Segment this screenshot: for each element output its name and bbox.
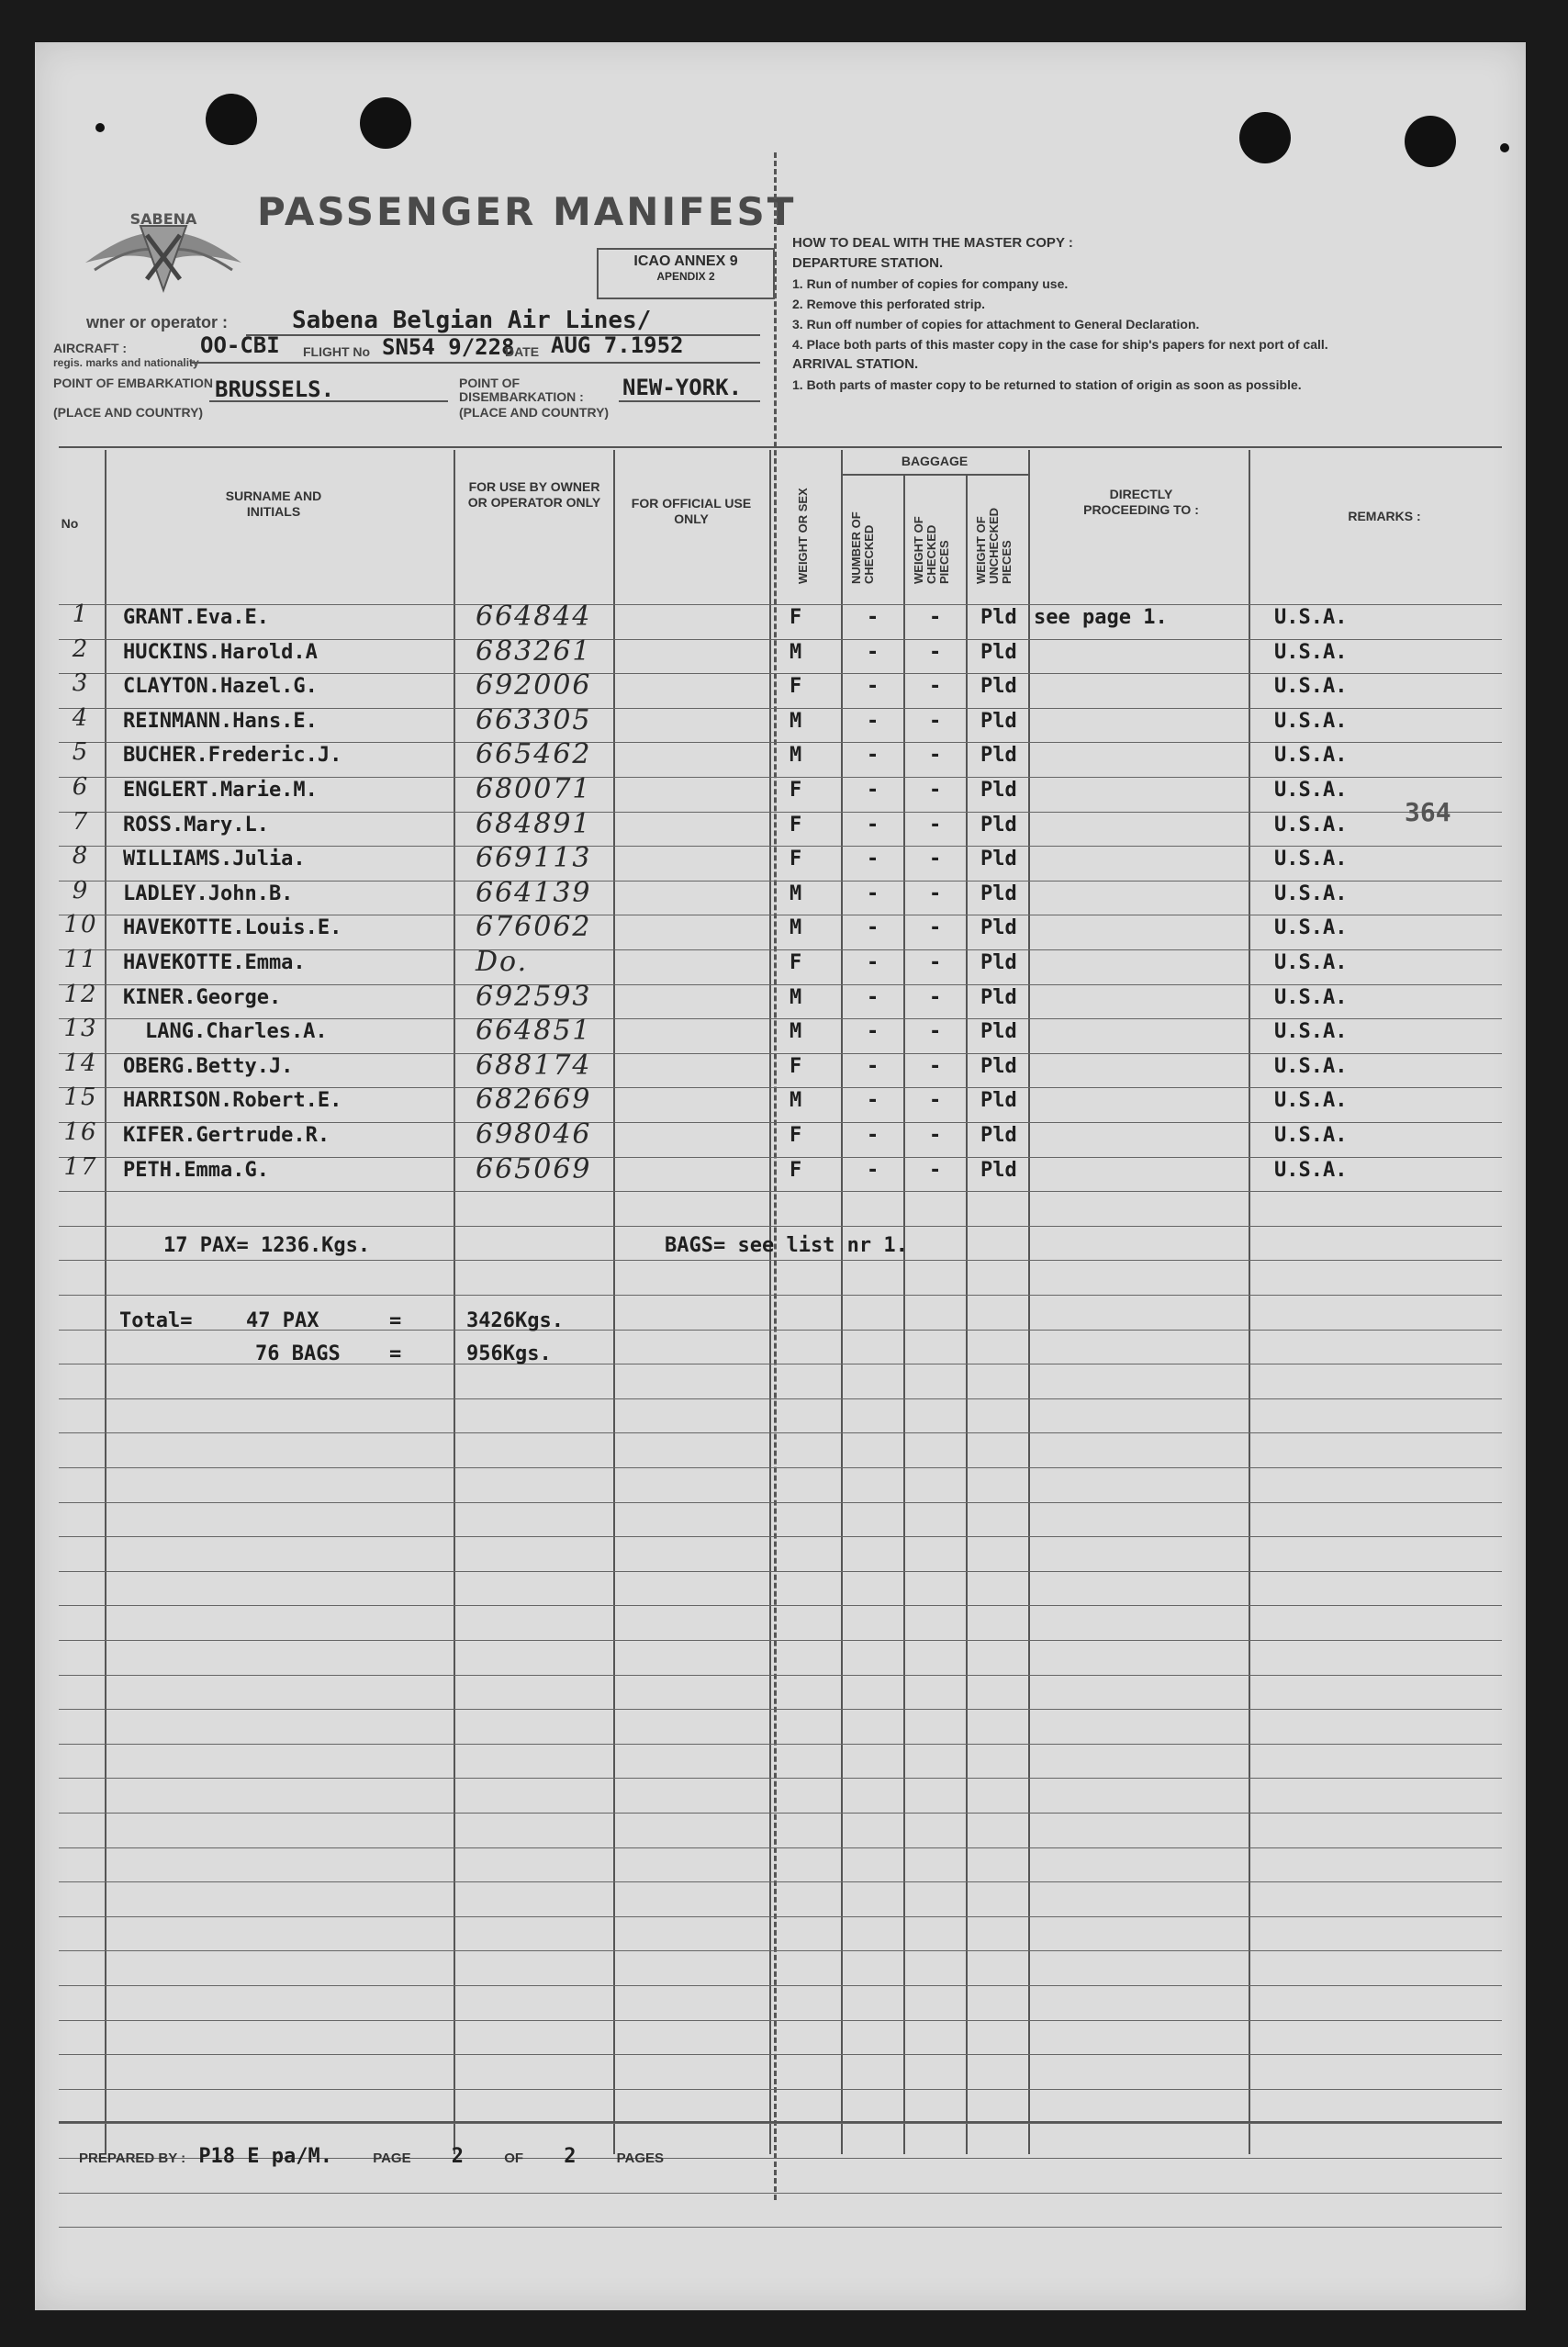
row-line xyxy=(59,812,1502,813)
row-bag-number: - xyxy=(867,675,879,699)
row-no: 6 xyxy=(72,773,90,801)
row-bag-unchecked: Pld xyxy=(980,1124,1017,1147)
row-no: 2 xyxy=(72,634,90,663)
row-sex: F xyxy=(790,1158,802,1182)
col-divider xyxy=(1028,450,1030,2154)
aircraft-sub: regis. marks and nationality xyxy=(53,356,199,369)
row-remarks: U.S.A. xyxy=(1274,1089,1348,1113)
row-name: WILLIAMS.Julia. xyxy=(123,848,306,871)
row-no: 10 xyxy=(63,911,98,939)
col-bag-number: NUMBER OF CHECKED xyxy=(849,511,876,584)
annex-line2: APENDIX 2 xyxy=(656,270,715,283)
row-remarks: U.S.A. xyxy=(1274,779,1348,802)
punch-hole xyxy=(1405,116,1456,167)
row-ticket: 698046 xyxy=(476,1118,592,1151)
row-no: 7 xyxy=(72,807,90,836)
row-bag-unchecked: Pld xyxy=(980,882,1017,905)
embark-sub: (PLACE AND COUNTRY) xyxy=(53,405,204,420)
row-bag-number: - xyxy=(867,1158,879,1182)
row-sex: F xyxy=(790,813,802,837)
row-line xyxy=(59,1881,1502,1882)
row-bag-unchecked: Pld xyxy=(980,916,1017,940)
row-no: 12 xyxy=(63,980,98,1008)
page-label: PAGE xyxy=(373,2150,411,2166)
row-bag-weight: - xyxy=(929,848,942,871)
row-name: KINER.George. xyxy=(123,985,282,1009)
col-divider xyxy=(966,474,968,2154)
row-line xyxy=(59,846,1502,847)
stamp-number: 364 xyxy=(1405,797,1451,827)
row-bag-unchecked: Pld xyxy=(980,675,1017,699)
row-no: 17 xyxy=(63,1152,98,1181)
row-no: 13 xyxy=(63,1015,98,1043)
punch-hole xyxy=(360,97,411,149)
row-bag-number: - xyxy=(867,1054,879,1078)
disembark-value: NEW-YORK. xyxy=(622,375,743,400)
row-line xyxy=(59,1985,1502,1986)
row-sex: M xyxy=(790,1020,802,1044)
col-divider xyxy=(769,450,771,2154)
col-surname: SURNAME AND INITIALS xyxy=(225,488,322,519)
punch-dot xyxy=(95,123,105,132)
row-line xyxy=(59,984,1502,985)
row-name: GRANT.Eva.E. xyxy=(123,606,269,629)
row-ticket: 683261 xyxy=(476,634,592,668)
owner-value: Sabena Belgian Air Lines/ xyxy=(292,307,652,334)
row-line xyxy=(59,1813,1502,1814)
row-remarks: U.S.A. xyxy=(1274,709,1348,733)
row-line xyxy=(59,949,1502,950)
prepared-value: P18 E pa/M. xyxy=(198,2145,333,2168)
row-name: ROSS.Mary.L. xyxy=(123,813,269,837)
row-sex: F xyxy=(790,1124,802,1147)
row-no: 15 xyxy=(63,1084,98,1112)
row-sex: F xyxy=(790,779,802,802)
row-bag-weight: - xyxy=(929,606,942,629)
row-bag-weight: - xyxy=(929,709,942,733)
row-no: 8 xyxy=(72,842,90,870)
row-bag-weight: - xyxy=(929,744,942,768)
row-remarks: U.S.A. xyxy=(1274,1020,1348,1044)
row-name: OBERG.Betty.J. xyxy=(123,1054,294,1078)
aircraft-value: OO-CBI xyxy=(200,332,280,358)
row-bag-unchecked: Pld xyxy=(980,640,1017,664)
row-line xyxy=(59,2123,1502,2124)
row-line xyxy=(59,1226,1502,1227)
row-bag-weight: - xyxy=(929,1089,942,1113)
row-remarks: U.S.A. xyxy=(1274,848,1348,871)
row-remarks: U.S.A. xyxy=(1274,916,1348,940)
row-name: HAVEKOTTE.Emma. xyxy=(123,951,306,974)
instr-arrival: ARRIVAL STATION. xyxy=(792,356,919,372)
col-divider xyxy=(613,450,615,2154)
instr-step: 2. Remove this perforated strip. xyxy=(792,297,986,311)
row-remarks: U.S.A. xyxy=(1274,744,1348,768)
total-bags-kgs: 956Kgs. xyxy=(466,1342,552,1365)
row-bag-number: - xyxy=(867,606,879,629)
row-bag-weight: - xyxy=(929,882,942,905)
row-name: HUCKINS.Harold.A xyxy=(123,640,318,664)
row-no: 3 xyxy=(72,669,90,698)
row-sex: M xyxy=(790,916,802,940)
instr-step: 3. Run off number of copies for attachment to General Declaration. xyxy=(792,317,1200,331)
row-no: 16 xyxy=(63,1118,98,1146)
col-divider xyxy=(841,450,843,2154)
row-bag-weight: - xyxy=(929,951,942,974)
row-bag-unchecked: Pld xyxy=(980,848,1017,871)
row-ticket: 688174 xyxy=(476,1049,592,1082)
col-weight-sex: WEIGHT OR SEX xyxy=(796,488,810,584)
row-name: ENGLERT.Marie.M. xyxy=(123,779,318,802)
row-sex: M xyxy=(790,744,802,768)
instr-arrival-step: 1. Both parts of master copy to be returned to station of origin as soon as possible. xyxy=(792,377,1302,392)
row-line xyxy=(59,708,1502,709)
row-bag-number: - xyxy=(867,1089,879,1113)
row-line xyxy=(59,1191,1502,1192)
row-bag-unchecked: Pld xyxy=(980,1054,1017,1078)
row-line xyxy=(59,1087,1502,1088)
row-name: HAVEKOTTE.Louis.E. xyxy=(123,916,342,940)
row-ticket: 684891 xyxy=(476,807,592,840)
row-no: 14 xyxy=(63,1049,98,1077)
row-no: 1 xyxy=(72,601,90,628)
row-name: HARRISON.Robert.E. xyxy=(123,1089,342,1113)
row-sex: F xyxy=(790,848,802,871)
row-line xyxy=(59,1640,1502,1641)
row-bag-weight: - xyxy=(929,779,942,802)
row-sex: M xyxy=(790,882,802,905)
sabena-logo xyxy=(81,198,246,309)
col-baggage: BAGGAGE xyxy=(901,454,969,468)
row-bag-unchecked: Pld xyxy=(980,606,1017,629)
row-no: 5 xyxy=(72,738,90,767)
date-label: DATE xyxy=(505,344,540,359)
row-bag-number: - xyxy=(867,813,879,837)
row-remarks: U.S.A. xyxy=(1274,606,1348,629)
page-title: PASSENGER MANIFEST xyxy=(257,189,797,234)
flight-label: FLIGHT No xyxy=(303,344,371,359)
row-no: 9 xyxy=(72,876,90,904)
total-eq: = xyxy=(389,1309,402,1332)
logo-text: SABENA xyxy=(129,210,197,228)
row-name: LANG.Charles.A. xyxy=(145,1020,328,1044)
row-bag-weight: - xyxy=(929,1020,942,1044)
row-line xyxy=(59,1709,1502,1710)
embark-label: POINT OF EMBARKATION : xyxy=(53,376,221,390)
row-bag-number: - xyxy=(867,779,879,802)
page-value: 2 xyxy=(451,2145,465,2168)
row-name: PETH.Emma.G. xyxy=(123,1158,269,1182)
instr-step: 1. Run of number of copies for company use. xyxy=(792,276,1069,291)
row-bag-unchecked: Pld xyxy=(980,1020,1017,1044)
row-bag-unchecked: Pld xyxy=(980,779,1017,802)
row-line xyxy=(59,1950,1502,1951)
row-line xyxy=(59,1295,1502,1296)
aircraft-underline xyxy=(191,362,760,364)
row-line xyxy=(59,1675,1502,1676)
row-line xyxy=(59,1916,1502,1917)
row-line xyxy=(59,673,1502,674)
summary-pax: 17 PAX= 1236.Kgs. xyxy=(163,1234,371,1257)
total-label: Total= xyxy=(119,1309,193,1332)
row-ticket: 692593 xyxy=(476,980,592,1013)
row-ticket: 680071 xyxy=(476,773,592,805)
punch-dot xyxy=(1500,143,1509,152)
row-bag-number: - xyxy=(867,640,879,664)
row-bag-weight: - xyxy=(929,985,942,1009)
footer-divider xyxy=(59,2121,1502,2123)
row-bag-number: - xyxy=(867,744,879,768)
row-line xyxy=(59,1398,1502,1399)
row-line xyxy=(59,1847,1502,1848)
total-pax: 47 PAX xyxy=(246,1309,319,1332)
row-ticket: 692006 xyxy=(476,669,592,702)
row-line xyxy=(59,2054,1502,2055)
row-proceeding: see page 1. xyxy=(1034,606,1168,629)
row-line xyxy=(59,1502,1502,1503)
row-line xyxy=(59,1467,1502,1468)
col-proceeding: DIRECTLY PROCEEDING TO : xyxy=(1083,487,1199,517)
row-line xyxy=(59,1122,1502,1123)
embark-value: BRUSSELS. xyxy=(215,376,335,402)
disembark-sub: (PLACE AND COUNTRY) xyxy=(459,405,610,420)
row-line xyxy=(59,2020,1502,2021)
row-ticket: Do. xyxy=(476,946,529,978)
row-remarks: U.S.A. xyxy=(1274,1124,1348,1147)
of-value: 2 xyxy=(564,2145,577,2168)
total-eq: = xyxy=(389,1342,402,1365)
row-bag-number: - xyxy=(867,848,879,871)
annex-line1: ICAO ANNEX 9 xyxy=(633,253,738,269)
row-bag-weight: - xyxy=(929,1158,942,1182)
row-bag-weight: - xyxy=(929,1054,942,1078)
row-line xyxy=(59,881,1502,882)
row-ticket: 664851 xyxy=(476,1015,592,1048)
row-sex: M xyxy=(790,709,802,733)
row-sex: F xyxy=(790,1054,802,1078)
row-sex: M xyxy=(790,1089,802,1113)
row-ticket: 665069 xyxy=(476,1152,592,1185)
flight-value: SN54 9/228 xyxy=(382,334,515,360)
row-name: REINMANN.Hans.E. xyxy=(123,709,318,733)
row-line xyxy=(59,2227,1502,2228)
row-bag-unchecked: Pld xyxy=(980,1158,1017,1182)
row-bag-weight: - xyxy=(929,916,942,940)
row-bag-unchecked: Pld xyxy=(980,985,1017,1009)
row-remarks: U.S.A. xyxy=(1274,675,1348,699)
row-line xyxy=(59,1260,1502,1261)
row-no: 11 xyxy=(63,946,98,973)
row-ticket: 664139 xyxy=(476,876,592,909)
col-official-use: FOR OFFICIAL USE ONLY xyxy=(631,496,752,526)
col-no: No xyxy=(61,516,79,531)
col-owner-use: FOR USE BY OWNER OR OPERATOR ONLY xyxy=(467,479,601,510)
embark-underline xyxy=(209,400,448,402)
manifest-sheet xyxy=(35,42,1526,2310)
row-line xyxy=(59,1571,1502,1572)
aircraft-label: AIRCRAFT : xyxy=(53,341,128,355)
row-no: 4 xyxy=(72,703,90,732)
col-remarks: REMARKS : xyxy=(1348,509,1421,523)
row-bag-unchecked: Pld xyxy=(980,1089,1017,1113)
row-ticket: 676062 xyxy=(476,911,592,944)
row-name: BUCHER.Frederic.J. xyxy=(123,744,342,768)
row-bag-number: - xyxy=(867,1020,879,1044)
baggage-divider xyxy=(841,474,1028,476)
row-line xyxy=(59,1053,1502,1054)
row-sex: F xyxy=(790,951,802,974)
date-value: AUG 7.1952 xyxy=(551,332,684,358)
summary-bags: BAGS= see list nr 1. xyxy=(665,1234,908,1257)
row-sex: M xyxy=(790,985,802,1009)
row-line xyxy=(59,1157,1502,1158)
pages-label: PAGES xyxy=(616,2150,665,2166)
row-bag-unchecked: Pld xyxy=(980,951,1017,974)
row-remarks: U.S.A. xyxy=(1274,882,1348,905)
disembark-label: POINT OF DISEMBARKATION : xyxy=(459,376,584,404)
row-line xyxy=(59,604,1502,605)
row-bag-unchecked: Pld xyxy=(980,744,1017,768)
row-ticket: 664844 xyxy=(476,601,592,633)
col-bag-unchecked: WEIGHT OF UNCHECKED PIECES xyxy=(974,507,1014,584)
col-divider xyxy=(1249,450,1250,2154)
footer xyxy=(79,2145,664,2168)
row-line xyxy=(59,742,1502,743)
row-line xyxy=(59,777,1502,778)
row-bag-number: - xyxy=(867,709,879,733)
row-line xyxy=(59,1778,1502,1779)
master-copy-instructions xyxy=(792,235,1453,397)
prepared-label: PREPARED BY : xyxy=(79,2150,186,2166)
row-ticket: 669113 xyxy=(476,842,592,875)
row-line xyxy=(59,2193,1502,2194)
owner-label: wner or operator : xyxy=(86,313,229,331)
row-bag-unchecked: Pld xyxy=(980,813,1017,837)
row-sex: F xyxy=(790,606,802,629)
row-bag-weight: - xyxy=(929,640,942,664)
row-bag-weight: - xyxy=(929,1124,942,1147)
row-name: KIFER.Gertrude.R. xyxy=(123,1124,330,1147)
row-line xyxy=(59,1536,1502,1537)
punch-hole xyxy=(206,94,257,145)
row-ticket: 665462 xyxy=(476,738,592,771)
instr-heading: HOW TO DEAL WITH THE MASTER COPY : xyxy=(792,235,1073,251)
icao-annex-box xyxy=(597,248,775,299)
row-remarks: U.S.A. xyxy=(1274,1054,1348,1078)
row-sex: M xyxy=(790,640,802,664)
row-sex: F xyxy=(790,675,802,699)
row-ticket: 682669 xyxy=(476,1084,592,1117)
row-name: CLAYTON.Hazel.G. xyxy=(123,675,318,699)
row-line xyxy=(59,639,1502,640)
col-divider xyxy=(105,450,106,2154)
col-divider xyxy=(903,474,905,2154)
row-line xyxy=(59,1605,1502,1606)
row-line xyxy=(59,1432,1502,1433)
manifest-table xyxy=(59,446,1502,2156)
row-remarks: U.S.A. xyxy=(1274,951,1348,974)
row-bag-number: - xyxy=(867,1124,879,1147)
row-line xyxy=(59,2089,1502,2090)
disembark-underline xyxy=(619,400,760,402)
row-bag-unchecked: Pld xyxy=(980,709,1017,733)
col-bag-weight: WEIGHT OF CHECKED PIECES xyxy=(912,516,951,584)
of-label: OF xyxy=(504,2150,524,2166)
instr-departure: DEPARTURE STATION. xyxy=(792,255,944,271)
row-line xyxy=(59,1744,1502,1745)
row-bag-number: - xyxy=(867,985,879,1009)
row-bag-number: - xyxy=(867,882,879,905)
total-pax-kgs: 3426Kgs. xyxy=(466,1309,564,1332)
total-bags: 76 BAGS xyxy=(255,1342,341,1365)
row-remarks: U.S.A. xyxy=(1274,640,1348,664)
row-bag-weight: - xyxy=(929,813,942,837)
instr-step: 4. Place both parts of this master copy in the case for ship's papers for next port of call. xyxy=(792,337,1328,352)
row-name: LADLEY.John.B. xyxy=(123,882,294,905)
col-divider xyxy=(454,450,455,2154)
row-remarks: U.S.A. xyxy=(1274,1158,1348,1182)
row-bag-number: - xyxy=(867,916,879,940)
punch-hole xyxy=(1239,112,1291,163)
row-bag-number: - xyxy=(867,951,879,974)
row-remarks: U.S.A. xyxy=(1274,813,1348,837)
row-line xyxy=(59,1018,1502,1019)
row-ticket: 663305 xyxy=(476,703,592,736)
row-bag-weight: - xyxy=(929,675,942,699)
row-remarks: U.S.A. xyxy=(1274,985,1348,1009)
